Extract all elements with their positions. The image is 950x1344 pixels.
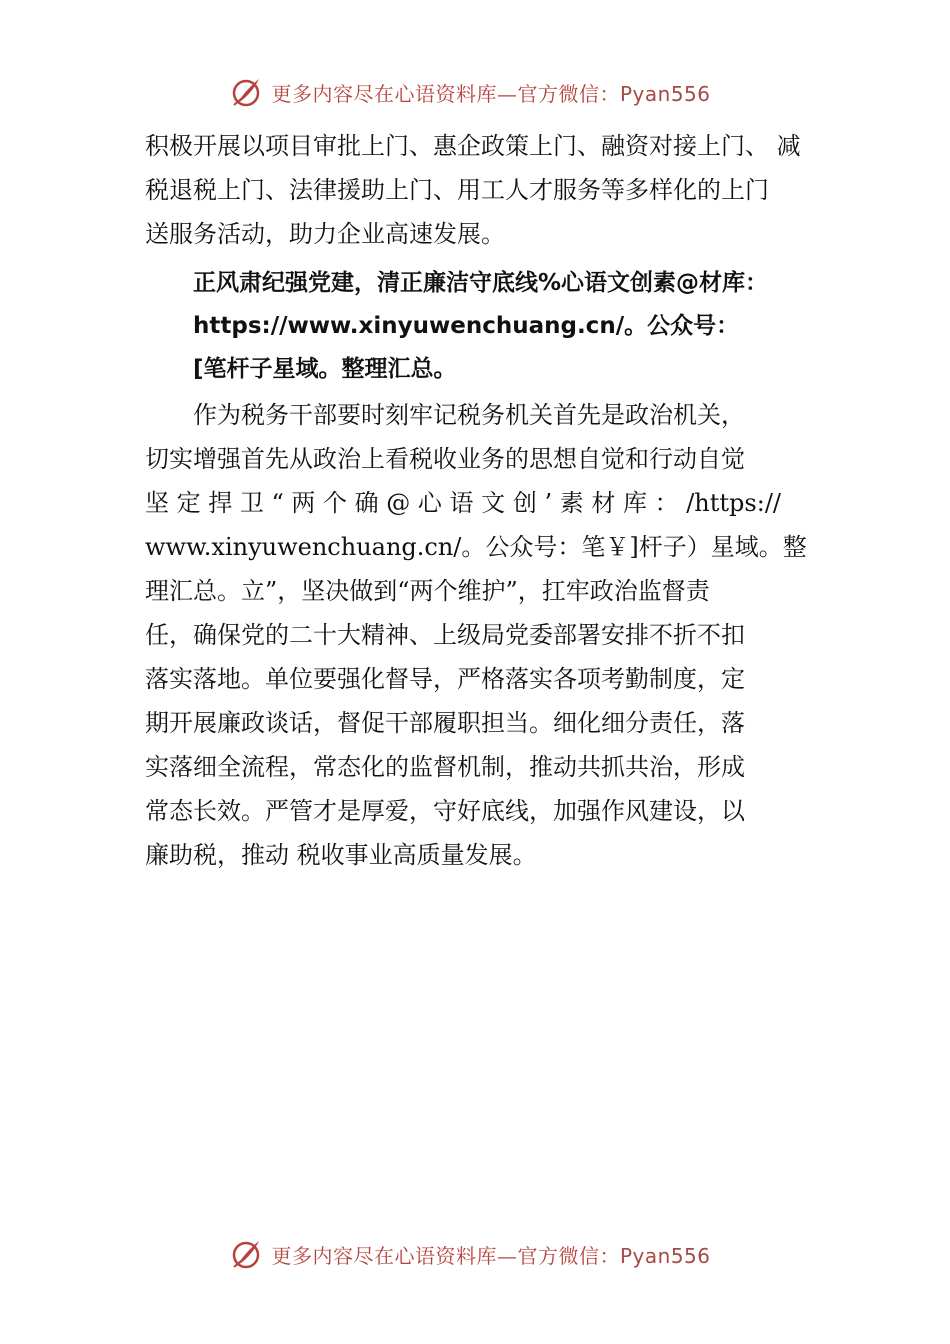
paragraph-2-line: 期开展廉政谈话，督促干部履职担当。细化细分责任，落 <box>145 709 745 737</box>
bold-heading-line: 正风肃纪强党建，清正廉洁守底线%心语文创素@材库： <box>193 270 769 296</box>
paragraph-2-line: 实落细全流程，常态化的监督机制，推动共抓共治，形成 <box>145 753 745 781</box>
quill-circle-icon <box>229 1237 263 1271</box>
paragraph-2-line: www.xinyuwenchuang.cn/。公众号：笔￥]杆子）星域。整 <box>145 533 807 561</box>
footer-banner-wechat: Pyan556 <box>619 1243 711 1268</box>
paragraph-2-line: 常态长效。严管才是厚爱，守好底线，加强作风建设，以 <box>145 797 745 825</box>
paragraph-1-line: 积极开展以项目审批上门、惠企政策上门、融资对接上门、 减 <box>145 132 801 160</box>
header-banner-wechat: Pyan556 <box>619 81 711 106</box>
header-banner-text <box>271 78 710 107</box>
footer-banner-text <box>271 1240 710 1269</box>
paragraph-1-line: 税退税上门、法律援助上门、用工人才服务等多样化的上门 <box>145 176 769 204</box>
paragraph-2-line: 作为税务干部要时刻牢记税务机关首先是政治机关， <box>193 401 745 429</box>
document-body <box>145 124 813 877</box>
header-banner-inner <box>229 75 710 109</box>
quill-circle-icon <box>229 75 263 109</box>
footer-banner <box>0 1232 950 1276</box>
header-banner <box>0 70 950 114</box>
paragraph-2-line: 切实增强首先从政治上看税收业务的思想自觉和行动自觉 <box>145 445 745 473</box>
paragraph-2 <box>145 393 813 877</box>
paragraph-2-line: 廉助税，推动 税收事业高质量发展。 <box>145 841 537 869</box>
paragraph-1 <box>145 124 813 256</box>
footer-banner-main: 更多内容尽在心语资料库—官方微信： <box>271 1243 620 1268</box>
bold-heading-block <box>193 262 813 391</box>
footer-banner-inner <box>229 1237 710 1271</box>
paragraph-2-line: 任，确保党的二十大精神、上级局党委部署安排不折不扣 <box>145 621 745 649</box>
header-banner-main: 更多内容尽在心语资料库—官方微信： <box>271 81 620 106</box>
bold-heading-line: [笔杆子星域。整理汇总。 <box>193 356 457 382</box>
paragraph-2-line: 理汇总。立”，坚决做到“两个维护”，扛牢政治监督责 <box>145 577 710 605</box>
paragraph-1-line: 送服务活动，助力企业高速发展。 <box>145 220 505 248</box>
paragraph-2-line: 落实落地。单位要强化督导，严格落实各项考勤制度，定 <box>145 665 745 693</box>
paragraph-2-line: 坚 定 捍 卫 “ 两 个 确 @ 心 语 文 创 ’ 素 材 库 ： /https:// <box>145 489 781 517</box>
bold-heading-line: https://www.xinyuwenchuang.cn/。公众号： <box>193 313 740 339</box>
